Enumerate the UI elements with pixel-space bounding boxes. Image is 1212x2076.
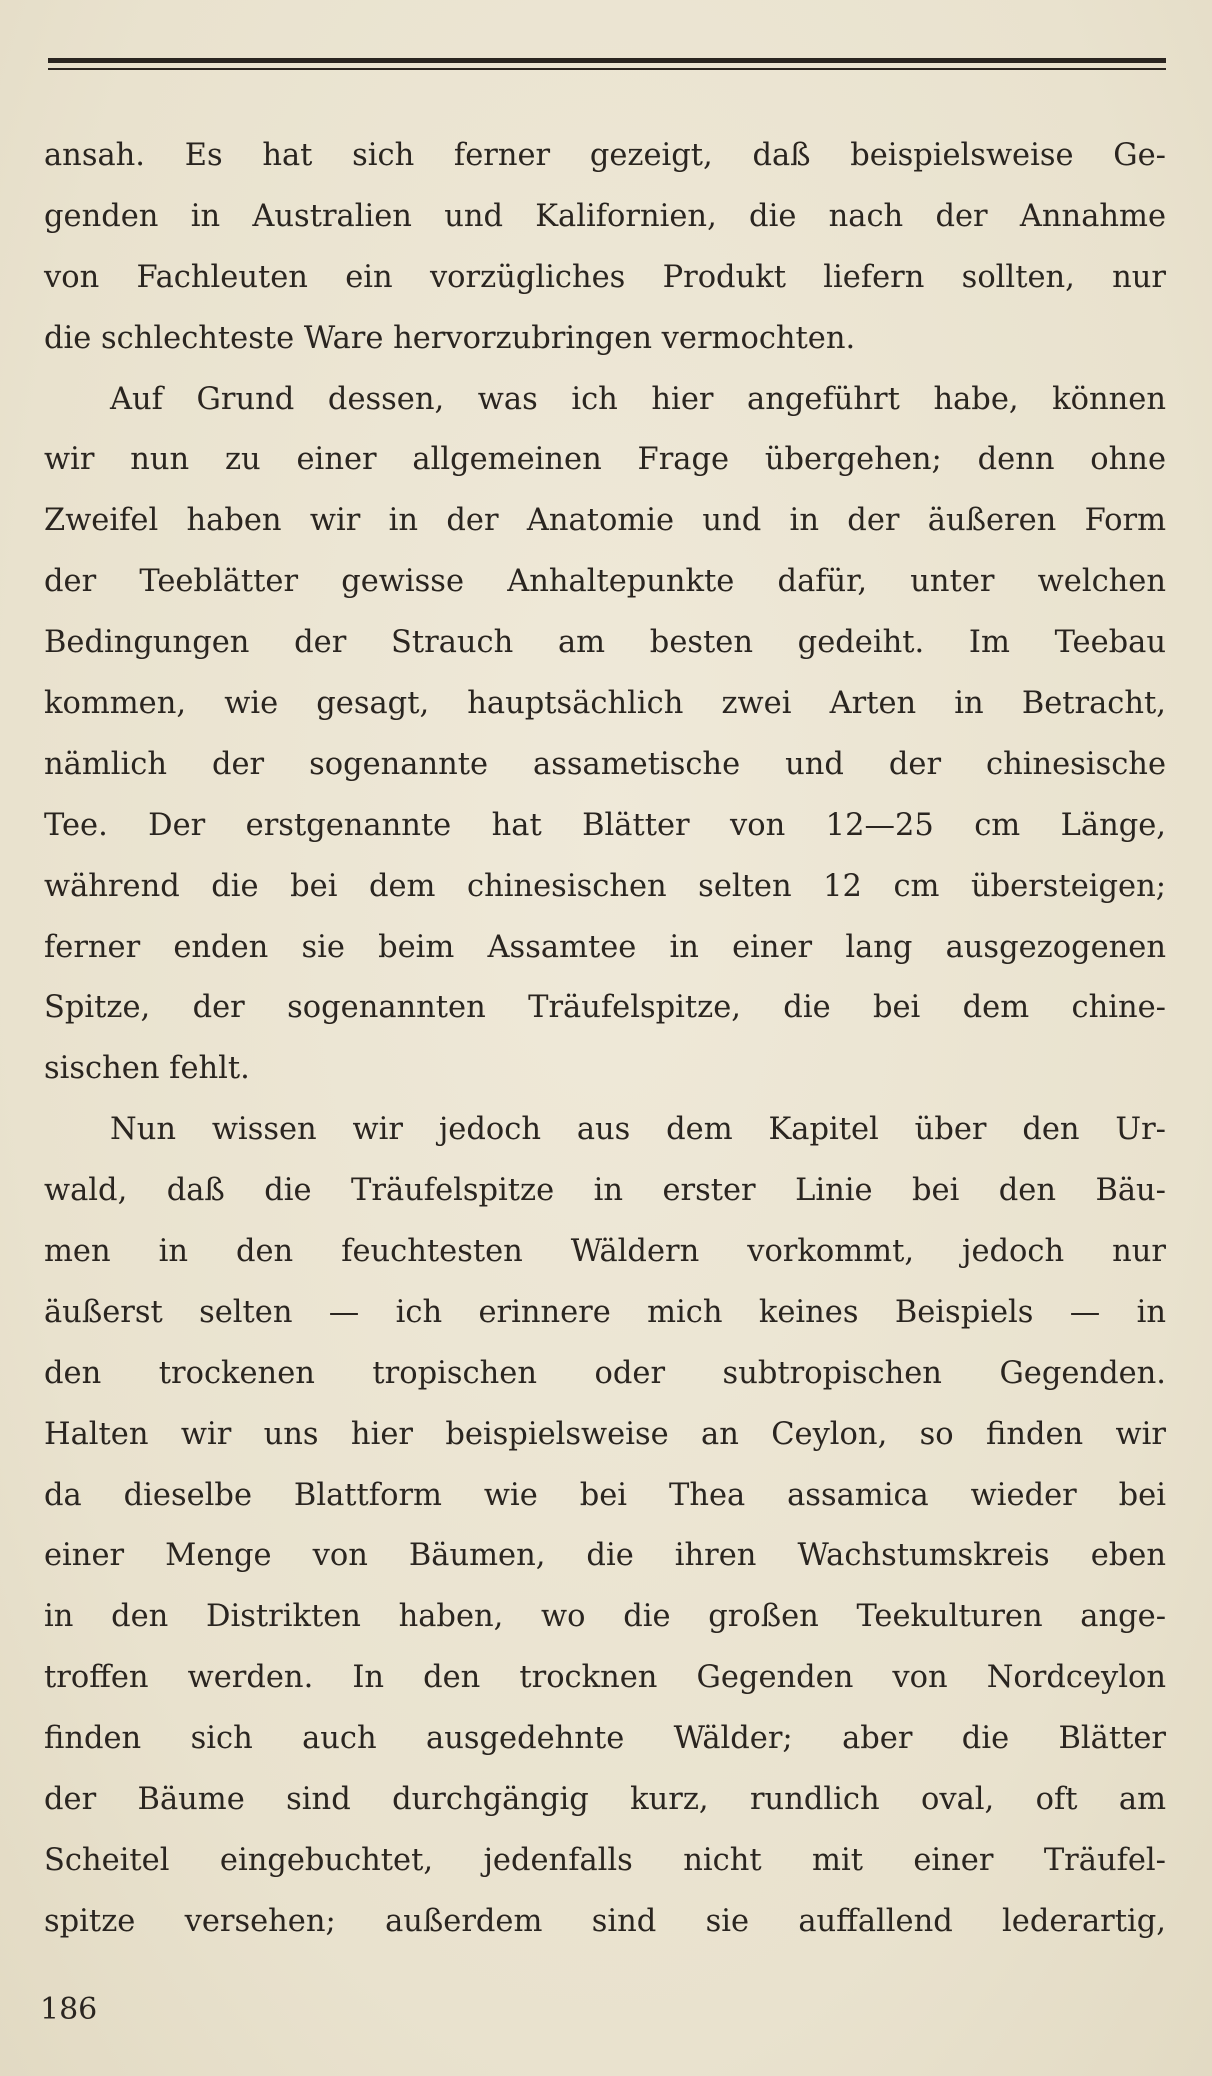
paragraph-1 <box>44 126 1166 370</box>
paragraph-3 <box>44 1100 1166 1952</box>
text-line: Spitze, der sogenannten Träufelspitze, die bei dem chine- <box>44 990 1166 1026</box>
text-line: die schlechteste Ware hervorzubringen vermochten. <box>44 320 856 356</box>
header-rule-thick <box>48 58 1166 63</box>
text-line: men in den feuchtesten Wäldern vorkommt, jedoch nur <box>44 1234 1166 1270</box>
text-line: von Fachleuten ein vorzügliches Produkt liefern sollten, nur <box>44 259 1166 295</box>
text-line: nämlich der sogenannte assametische und der chinesische <box>44 746 1166 782</box>
text-line: Bedingungen der Strauch am besten gedeiht. Im Teebau <box>44 625 1166 661</box>
text-line: in den Distrikten haben, wo die großen Teekulturen ange- <box>44 1599 1166 1635</box>
text-line: wald, daß die Träufelspitze in erster Linie bei den Bäu- <box>44 1173 1166 1209</box>
text-line: wir nun zu einer allgemeinen Frage übergehen; denn ohne <box>44 442 1166 478</box>
text-line: troffen werden. In den trocknen Gegenden von Nordceylon <box>44 1660 1166 1696</box>
header-rule-thin <box>48 68 1166 70</box>
text-line: äußerst selten — ich erinnere mich keines Beispiels — in <box>44 1294 1166 1330</box>
text-line: kommen, wie gesagt, hauptsächlich zwei Arten in Betracht, <box>44 686 1166 722</box>
text-line: einer Menge von Bäumen, die ihren Wachstumskreis eben <box>44 1538 1166 1574</box>
body-text <box>44 126 1166 1953</box>
text-line: Nun wissen wir jedoch aus dem Kapitel über den Ur- <box>110 1112 1166 1148</box>
text-line: ansah. Es hat sich ferner gezeigt, daß beispielsweise Ge- <box>44 138 1166 173</box>
page-number: 186 <box>40 1992 98 2027</box>
text-line: spitze versehen; außerdem sind sie auffallend lederartig, <box>44 1903 1166 1939</box>
text-line: Scheitel eingebuchtet, jedenfalls nicht mit einer Träufel- <box>44 1842 1166 1878</box>
text-line: da dieselbe Blattform wie bei Thea assamica wieder bei <box>44 1477 1166 1513</box>
text-line: sischen fehlt. <box>44 1051 250 1087</box>
text-line: Zweifel haben wir in der Anatomie und in der äußeren Form <box>44 503 1166 539</box>
text-line: Auf Grund dessen, was ich hier angeführt habe, können <box>110 381 1166 417</box>
text-line: genden in Australien und Kalifornien, die nach der Annahme <box>44 198 1166 234</box>
paragraph-2 <box>44 370 1166 1101</box>
text-line: während die bei dem chinesischen selten 12 cm übersteigen; <box>44 868 1166 904</box>
text-line: Halten wir uns hier beispielsweise an Ceylon, so finden wir <box>44 1416 1166 1452</box>
text-line: finden sich auch ausgedehnte Wälder; aber die Blätter <box>44 1721 1166 1757</box>
text-line: Tee. Der erstgenannte hat Blätter von 12—25 cm Länge, <box>44 807 1166 843</box>
text-line: ferner enden sie beim Assamtee in einer lang ausgezogenen <box>44 929 1166 965</box>
text-line: der Bäume sind durchgängig kurz, rundlich oval, oft am <box>44 1782 1166 1818</box>
text-line: den trockenen tropischen oder subtropischen Gegenden. <box>44 1355 1166 1391</box>
text-line: der Teeblätter gewisse Anhaltepunkte dafür, unter welchen <box>44 564 1166 600</box>
